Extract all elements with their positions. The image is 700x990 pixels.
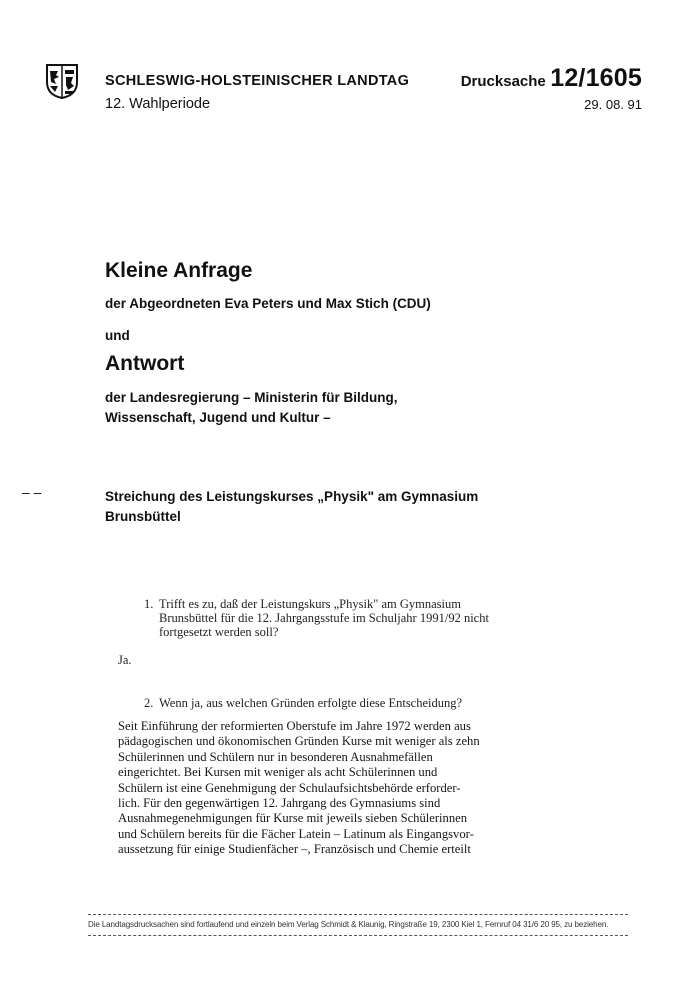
question-1-number: 1. bbox=[144, 597, 154, 611]
drucksache-reference bbox=[461, 64, 642, 93]
question-1-text bbox=[159, 597, 579, 639]
answer-2-body bbox=[118, 719, 578, 858]
question-2-text bbox=[159, 696, 579, 710]
margin-mark: – – bbox=[22, 484, 42, 500]
answer-line: eingerichtet. Bei Kursen mit weniger als acht Schülerinnen und bbox=[118, 765, 438, 780]
responder-line-1: der Landesregierung – Ministerin für Bildung, bbox=[105, 390, 398, 405]
answer-line: und Schülern bereits für die Fächer Latein – Latinum als Eingangsvor- bbox=[118, 826, 474, 841]
question-1-line: Trifft es zu, daß der Leistungskurs „Physik" am Gymnasium bbox=[159, 597, 461, 611]
document-date: 29. 08. 91 bbox=[584, 97, 642, 112]
question-1-line: Brunsbüttel für die 12. Jahrgangsstufe im Schuljahr 1991/92 nicht bbox=[159, 611, 489, 625]
authors-line: der Abgeordneten Eva Peters und Max Stich (CDU) bbox=[105, 296, 431, 311]
answer-line: Seit Einführung der reformierten Oberstufe im Jahre 1972 werden aus bbox=[118, 719, 471, 733]
drucksache-number: 12/1605 bbox=[550, 64, 642, 92]
question-2-number: 2. bbox=[144, 696, 154, 710]
drucksache-label: Drucksache bbox=[460, 73, 546, 90]
heading-kleine-anfrage: Kleine Anfrage bbox=[105, 259, 253, 282]
conjunction-und: und bbox=[105, 328, 130, 343]
heading-antwort: Antwort bbox=[105, 352, 185, 375]
footer-note: Die Landtagsdrucksachen sind fortlaufend und einzeln beim Verlag Schmidt & Klaunig, Ringstraße 19, 2300 Kiel 1, Fernruf 04 31/6 20 95, zu beziehen. bbox=[88, 920, 609, 929]
answer-line: Schülerinnen und Schülern nur in besonderen Ausnahmefällen bbox=[118, 749, 433, 764]
answer-line: aussetzung für einige Studienfächer –, Französisch und Chemie erteilt bbox=[118, 842, 471, 857]
answer-1: Ja. bbox=[118, 653, 132, 667]
parliament-title: SCHLESWIG-HOLSTEINISCHER LANDTAG bbox=[105, 73, 410, 89]
election-period: 12. Wahlperiode bbox=[105, 96, 211, 112]
subject-line-2: Brunsbüttel bbox=[105, 509, 181, 524]
answer-line: Schülern ist eine Genehmigung der Schulaufsichtsbehörde erforder- bbox=[118, 780, 461, 795]
schleswig-holstein-crest-icon bbox=[44, 62, 80, 100]
answer-line: Ausnahmegenehmigungen für Kurse mit jeweils sieben Schülerinnen bbox=[118, 811, 468, 826]
subject-line-1: Streichung des Leistungskurses „Physik" am Gymnasium bbox=[105, 489, 479, 504]
footer-rule-top bbox=[88, 914, 628, 915]
answer-line: pädagogischen und ökonomischen Gründen Kurse mit weniger als zehn bbox=[118, 734, 480, 749]
answer-line: lich. Für den gegenwärtigen 12. Jahrgang des Gymnasiums sind bbox=[118, 796, 441, 811]
question-1-line: fortgesetzt werden soll? bbox=[159, 625, 279, 639]
footer-rule-bottom bbox=[88, 935, 628, 936]
question-2-line: Wenn ja, aus welchen Gründen erfolgte diese Entscheidung? bbox=[159, 696, 463, 710]
responder-line-2: Wissenschaft, Jugend und Kultur – bbox=[105, 410, 331, 425]
